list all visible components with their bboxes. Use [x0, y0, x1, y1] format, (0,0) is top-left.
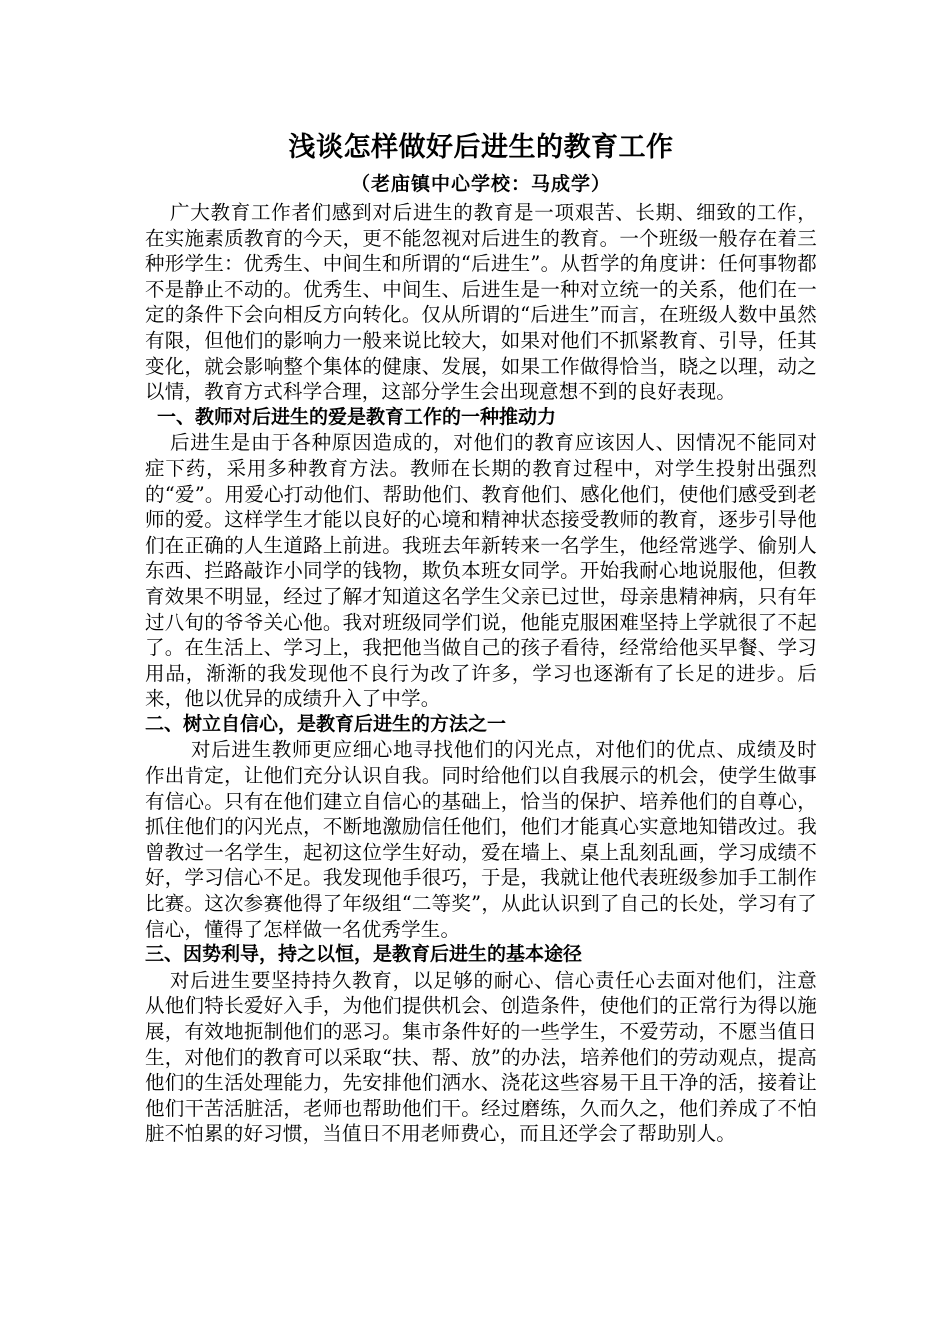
- document-title: 浅谈怎样做好后进生的教育工作: [288, 132, 674, 163]
- author-line: （老庙镇中心学校：马成学）: [350, 173, 611, 195]
- section-3-heading: 三、因势利导，持之以恒，是教育后进生的基本途径: [145, 943, 583, 966]
- section-2-heading: 二、树立自信心，是教育后进生的方法之一: [145, 712, 507, 735]
- section-3-body: 对后进生要坚持持久教育，以足够的耐心、信心责任心去面对他们，注意从他们特长爱好入手，为他们提供机会、创造条件，使他们的正常行为得以施展，有效地扼制他们的恶习。集市条件好的一些学生，不爱劳动，不愿当值日生，对他们的教育可以采取“扶、帮、放”的办法，培养他们的劳动观点，提高他们的生活处理能力，先安排他们洒水、浇花这些容易干且干净的活，接着让他们干苦活脏活，老师也帮助他们干。经过磨练，久而久之，他们养成了不怕脏不怕累的好习惯，当值日不用老师费心，而且还学会了帮助别人。: [145, 968, 817, 1146]
- section-1-body: 后进生是由于各种原因造成的，对他们的教育应该因人、因情况不能同对症下药，采用多种教育方法。教师在长期的教育过程中，对学生投射出强烈的“爱”。用爱心打动他们、帮助他们、教育他们、感化他们，使他们感受到老师的爱。这样学生才能以良好的心境和精神状态接受教师的教育，逐步引导他们在正确的人生道路上前进。我班去年新转来一名学生，他经常逃学、偷别人东西、拦路敲诈小同学的钱物，欺负本班女同学。开始我耐心地说服他，但教育效果不明显，经过了解才知道这名学生父亲已过世，母亲患精神病，只有年过八旬的爷爷关心他。我对班级同学们说，他能克服困难坚持上学就很了不起了。在生活上、学习上，我把他当做自己的孩子看待，经常给他买早餐、学习用品，渐渐的我发现他不良行为改了许多，学习也逐渐有了长足的进步。后来，他以优异的成绩升入了中学。: [145, 431, 817, 711]
- document-page: [145, 128, 817, 1147]
- section-2-body: 对后进生教师更应细心地寻找他们的闪光点，对他们的优点、成绩及时作出肯定，让他们充分认识自我。同时给他们以自我展示的机会，使学生做事有信心。只有在他们建立自信心的基础上，恰当的保护、培养他们的自尊心，抓住他们的闪光点，不断地激励信任他们，他们才能真心实意地知错改过。我曾教过一名学生，起初这位学生好动，爱在墙上、桌上乱刻乱画，学习成绩不好，学习信心不足。我发现他手很巧，于是，我就让他代表班级参加手工制作比赛。这次参赛他得了年级组“二等奖”，从此认识到了自己的长处，学习有了信心，懂得了怎样做一名优秀学生。: [145, 738, 817, 941]
- section-1-heading: 一、教师对后进生的爱是教育工作的一种推动力: [157, 405, 557, 428]
- intro-paragraph: 广大教育工作者们感到对后进生的教育是一项艰苦、长期、细致的工作，在实施素质教育的今天，更不能忽视对后进生的教育。一个班级一般存在着三种形学生：优秀生、中间生和所谓的“后进生”。从哲学的角度讲：任何事物都不是静止不动的。优秀生、中间生、后进生是一种对立统一的关系，他们在一定的条件下会向相反方向转化。仅从所谓的“后进生”而言，在班级人数中虽然有限，但他们的影响力一般来说比较大，如果对他们不抓紧教育、引导，任其变化，就会影响整个集体的健康、发展，如果工作做得恰当，晓之以理，动之以情，教育方式科学合理，这部分学生会出现意想不到的良好表现。: [145, 201, 817, 404]
